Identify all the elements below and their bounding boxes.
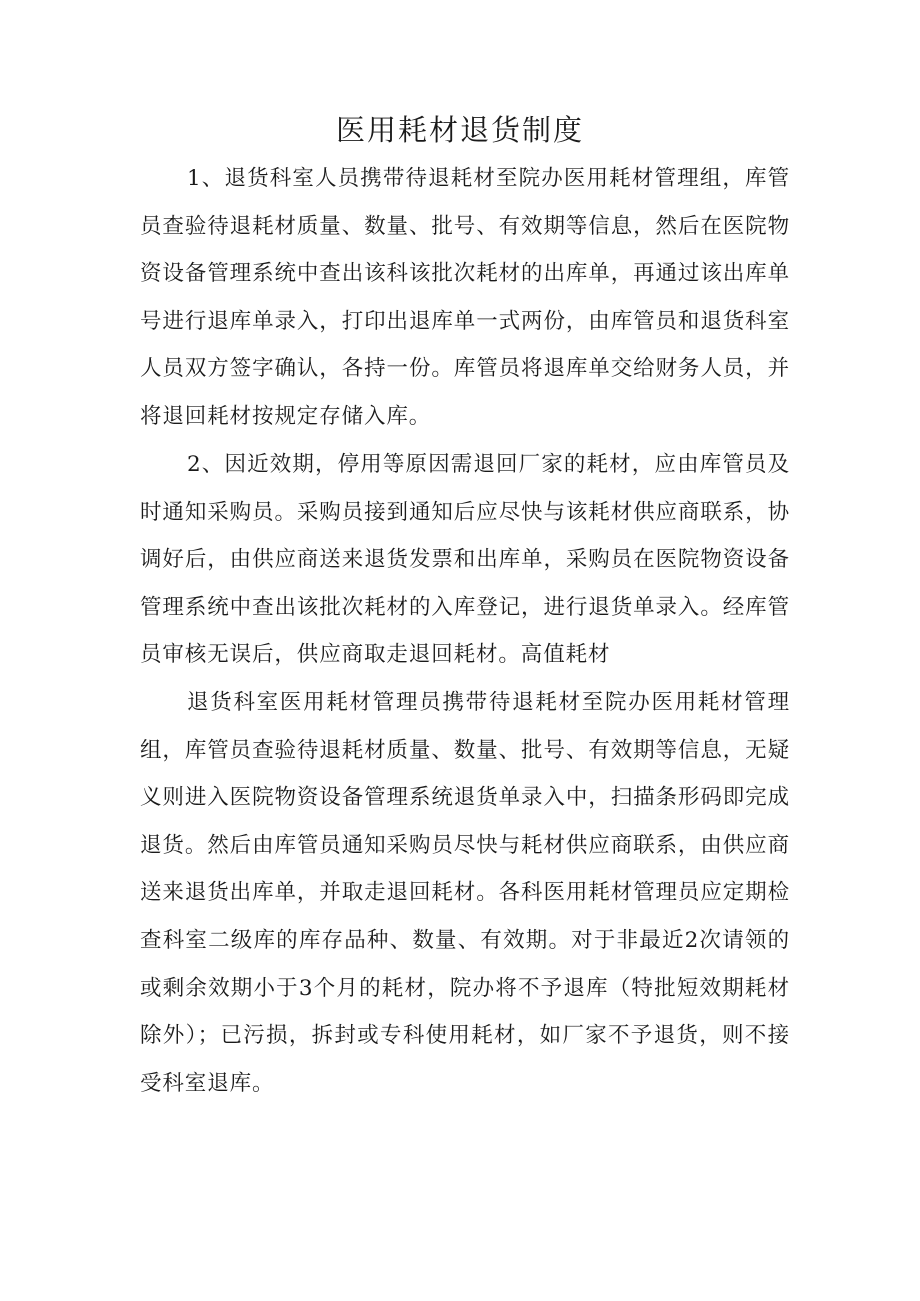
paragraph-2: 2、因近效期，停用等原因需退回厂家的耗材，应由库管员及时通知采购员。采购员接到通知后应尽快与该耗材供应商联系，协调好后，由供应商送来退货发票和出库单，采购员在医院物资设备管理系统中查出该批次耗材的入库登记，进行退货单录入。经库管员审核无误后，供应商取走退回耗材。高值耗材: [140, 452, 790, 668]
paragraph-3: 退货科室医用耗材管理员携带待退耗材至院办医用耗材管理组，库管员查验待退耗材质量、数量、批号、有效期等信息，无疑义则进入医院物资设备管理系统退货单录入中，扫描条形码即完成退货。然后由库管员通知采购员尽快与耗材供应商联系，由供应商送来退货出库单，并取走退回耗材。各科医用耗材管理员应定期检查科室二级库的库存品种、数量、有效期。对于非最近2次请领的或剩余效期小于3个月的耗材，院办将不予退库（特批短效期耗材除外）；已污损，拆封或专科使用耗材，如厂家不予退货，则不接受科室退库。: [140, 690, 790, 1096]
document-title: 医用耗材退货制度: [335, 113, 584, 147]
paragraph-1: 1、退货科室人员携带待退耗材至院办医用耗材管理组，库管员查验待退耗材质量、数量、批号、有效期等信息，然后在医院物资设备管理系统中查出该科该批次耗材的出库单，再通过该出库单号进行退库单录入，打印出退库单一式两份，由库管员和退货科室人员双方签字确认，各持一份。库管员将退库单交给财务人员，并将退回耗材按规定存储入库。: [140, 166, 790, 429]
